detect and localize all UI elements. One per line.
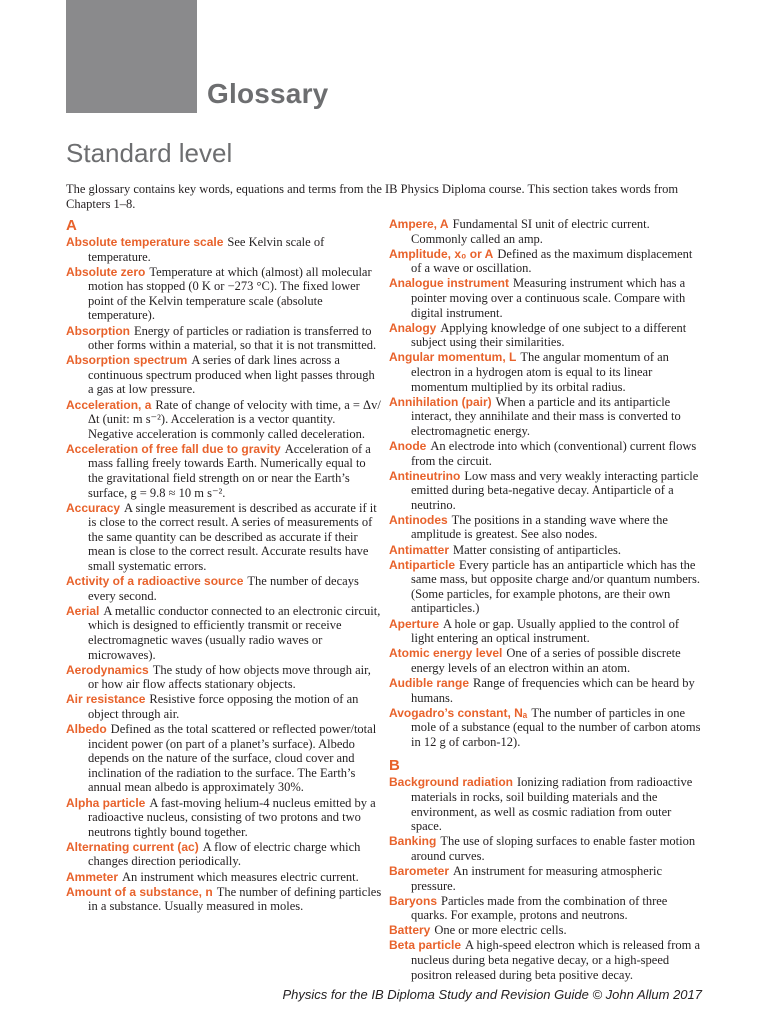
glossary-entry — [66, 501, 382, 574]
glossary-definition: One or more electric cells. — [434, 923, 567, 938]
glossary-term: Amount of a substance, n — [66, 884, 213, 899]
glossary-term: Anode — [389, 438, 427, 453]
glossary-definition: A single measurement is described as accurate if it is close to the correct result. A series of measurements of the same quantity can be described as accurate if their mean is close to the correct result. Accurate results have small systematic errors. — [88, 500, 377, 574]
glossary-definition: The angular momentum of an electron in a hydrogen atom is equal to its linear momentum multiplied by its orbital radius. — [411, 350, 669, 394]
glossary-entry — [389, 558, 705, 616]
glossary-term: Ampere, A — [389, 217, 449, 231]
glossary-term: Audible range — [389, 675, 470, 690]
glossary-term: Acceleration of free fall due to gravity — [66, 441, 281, 456]
glossary-term: Antimatter — [389, 542, 450, 557]
glossary-definition: An instrument which measures electric current. — [122, 869, 359, 884]
glossary-definition: Matter consisting of antiparticles. — [453, 542, 622, 557]
glossary-entry — [389, 395, 705, 439]
glossary-entry — [389, 617, 705, 646]
glossary-entry — [66, 722, 382, 795]
right-column — [389, 217, 705, 983]
glossary-term: Albedo — [66, 722, 107, 737]
glossary-term: Battery — [389, 923, 431, 938]
glossary-definition: An instrument for measuring atmospheric pressure. — [411, 863, 663, 893]
page-title: Glossary — [207, 78, 329, 109]
glossary-entry — [389, 923, 705, 938]
glossary-term: Atomic energy level — [389, 646, 503, 661]
glossary-term: Baryons — [389, 893, 438, 908]
glossary-entry — [389, 646, 705, 675]
glossary-entry — [66, 398, 382, 442]
glossary-term: Angular momentum, L — [389, 350, 517, 365]
glossary-definition: The study of how objects move through air, or how air flow affects stationary objects. — [88, 662, 371, 692]
glossary-entry — [389, 676, 705, 705]
glossary-definition: The positions in a standing wave where the amplitude is greatest. See also nodes. — [411, 512, 668, 542]
glossary-definition: Rate of change of velocity with time, a = Δv/Δt (unit: m s⁻²). Acceleration is a vector quantity. Negative acceleration is commonly called deceleration. — [88, 397, 381, 441]
glossary-term: Air resistance — [66, 692, 146, 707]
glossary-definition: Applying knowledge of one subject to a different subject using their similarities. — [411, 320, 687, 350]
glossary-definition: The use of sloping surfaces to enable faster motion around curves. — [411, 834, 696, 863]
glossary-entry — [66, 885, 382, 914]
glossary-term: Aerodynamics — [66, 662, 149, 677]
glossary-definition: Low mass and very weakly interacting particle emitted during beta-negative decay. Antiparticle of a neutrino. — [411, 468, 699, 512]
glossary-definition: Energy of particles or radiation is transferred to other forms within a material, so that it is not transmitted. — [88, 323, 377, 353]
left-column — [66, 217, 382, 914]
glossary-entry — [66, 692, 382, 721]
glossary-term: Absorption spectrum — [66, 353, 188, 368]
glossary-term: Amplitude, x₀ or A — [389, 246, 494, 261]
glossary-term: Beta particle — [389, 938, 462, 953]
glossary-term: Ammeter — [66, 869, 119, 884]
glossary-term: Accuracy — [66, 500, 121, 515]
glossary-term: Aperture — [389, 616, 440, 631]
glossary-definition: The number of particles in one mole of a substance (equal to the number of carbon atoms in 12 g of carbon-12). — [411, 705, 701, 749]
glossary-definition: A flow of electric charge which changes direction periodically. — [88, 839, 361, 869]
glossary-term: Banking — [389, 834, 437, 849]
glossary-term: Barometer — [389, 863, 450, 878]
glossary-entry — [389, 217, 705, 246]
glossary-definition: Ionizing radiation from radioactive materials in rocks, soil building materials and the environment, as well as cosmic radiation from outer space. — [411, 775, 693, 834]
glossary-term: Analogue instrument — [389, 276, 510, 291]
glossary-term: Annihilation (pair) — [389, 394, 492, 409]
glossary-entry — [66, 840, 382, 869]
glossary-term: Acceleration, a — [66, 397, 152, 412]
glossary-term: Avogadro’s constant, Nₐ — [389, 705, 528, 720]
glossary-term: Alpha particle — [66, 795, 146, 810]
glossary-definition: Particles made from the combination of three quarks. For example, protons and neutrons. — [411, 893, 668, 923]
glossary-definition: A series of dark lines across a continuous spectrum produced when light passes through a gas at low pressure. — [88, 353, 375, 397]
glossary-term: Absolute zero — [66, 264, 146, 279]
glossary-entry — [389, 864, 705, 893]
section-heading: Standard level — [66, 138, 233, 168]
glossary-term: Aerial — [66, 603, 100, 618]
glossary-entry — [389, 938, 705, 982]
glossary-definition: A hole or gap. Usually applied to the control of light entering an optical instrument. — [411, 616, 680, 646]
glossary-term: Antineutrino — [389, 468, 461, 483]
glossary-definition: Fundamental SI unit of electric current. Commonly called an amp. — [411, 217, 650, 246]
glossary-entry — [389, 321, 705, 350]
glossary-definition: Acceleration of a mass falling freely towards Earth. Numerically equal to the gravitational field strength on or near the Earth’s surface, g = 9.8 ≈ 10 m s⁻². — [88, 441, 371, 500]
glossary-entry — [389, 706, 705, 750]
glossary-definition: Measuring instrument which has a pointer moving over a continuous scale. Compare with digital instrument. — [411, 276, 686, 320]
glossary-entry — [389, 834, 705, 863]
glossary-term: Antinodes — [389, 512, 448, 527]
glossary-definition: See Kelvin scale of temperature. — [88, 235, 325, 264]
glossary-term: Absorption — [66, 323, 130, 338]
glossary-term: Antiparticle — [389, 557, 456, 572]
glossary-entry — [389, 469, 705, 513]
glossary-definition: A fast-moving helium-4 nucleus emitted by a radioactive nucleus, consisting of two protons and two neutrons tightly bound together. — [88, 795, 376, 839]
glossary-entry — [389, 276, 705, 320]
glossary-definition: Defined as the total scattered or reflected power/total incident power (on part of a planet’s surface). Albedo depends on the nature of the surface, cloud cover and inclination of the radiation to the surface. The Earth’s annual mean albedo is approximately 30%. — [88, 722, 377, 795]
letter-heading-b: B — [389, 757, 400, 775]
glossary-entry — [389, 775, 705, 833]
glossary-entry — [66, 324, 382, 353]
glossary-definition: Every particle has an antiparticle which has the same mass, but opposite charge and/or quantum numbers. (Some particles, for example photons, are their own antiparticles.) — [411, 557, 700, 616]
glossary-entry — [389, 350, 705, 394]
glossary-entry — [66, 265, 382, 323]
glossary-term: Activity of a radioactive source — [66, 574, 244, 589]
glossary-term: Analogy — [389, 320, 437, 335]
glossary-entry — [389, 543, 705, 558]
glossary-definition: When a particle and its antiparticle interact, they annihilate and their mass is converted to electromagnetic energy. — [411, 394, 681, 438]
glossary-definition: A metallic conductor connected to an electronic circuit, which is designed to efficiently transmit or receive electromagnetic waves (usually radio waves or microwaves). — [88, 603, 381, 662]
chapter-tab-decoration — [66, 0, 197, 113]
glossary-term: Background radiation — [389, 775, 514, 790]
glossary-entry — [389, 513, 705, 542]
glossary-entry — [66, 353, 382, 397]
glossary-definition: One of a series of possible discrete energy levels of an electron within an atom. — [411, 646, 681, 675]
glossary-entry — [66, 796, 382, 840]
glossary-definition: A high-speed electron which is released from a nucleus during beta negative decay, or a high-speed positron released during beta positive decay. — [411, 938, 701, 982]
glossary-entry — [66, 235, 382, 264]
glossary-list-b — [389, 775, 705, 982]
intro-paragraph: The glossary contains key words, equations and terms from the IB Physics Diploma course. This section takes words from Chapters 1–8. — [66, 182, 679, 211]
glossary-entry — [66, 604, 382, 662]
glossary-entry — [389, 247, 705, 276]
glossary-entry — [389, 439, 705, 468]
glossary-definition: Resistive force opposing the motion of an object through air. — [88, 692, 359, 721]
glossary-list-a-left — [66, 235, 382, 914]
glossary-definition: The number of decays every second. — [88, 574, 359, 603]
glossary-entry — [66, 870, 382, 885]
glossary-entry — [389, 894, 705, 923]
glossary-definition: Range of frequencies which can be heard by humans. — [411, 675, 695, 705]
glossary-definition: Temperature at which (almost) all molecular motion has stopped (0 K or −273 °C). The fixed lower point of the Kelvin temperature scale (absolute temperature). — [88, 264, 372, 323]
letter-heading-a: A — [66, 217, 77, 234]
page-footer: Physics for the IB Diploma Study and Revision Guide © John Allum 2017 — [282, 987, 702, 1002]
glossary-entry — [66, 442, 382, 500]
glossary-entry — [66, 574, 382, 603]
glossary-term: Alternating current (ac) — [66, 839, 199, 854]
glossary-definition: Defined as the maximum displacement of a wave or oscillation. — [411, 246, 693, 276]
glossary-definition: An electrode into which (conventional) current flows from the circuit. — [411, 438, 697, 468]
glossary-definition: The number of defining particles in a substance. Usually measured in moles. — [88, 884, 382, 914]
glossary-term: Absolute temperature scale — [66, 235, 224, 249]
glossary-list-a-right — [389, 217, 705, 749]
glossary-entry — [66, 663, 382, 692]
